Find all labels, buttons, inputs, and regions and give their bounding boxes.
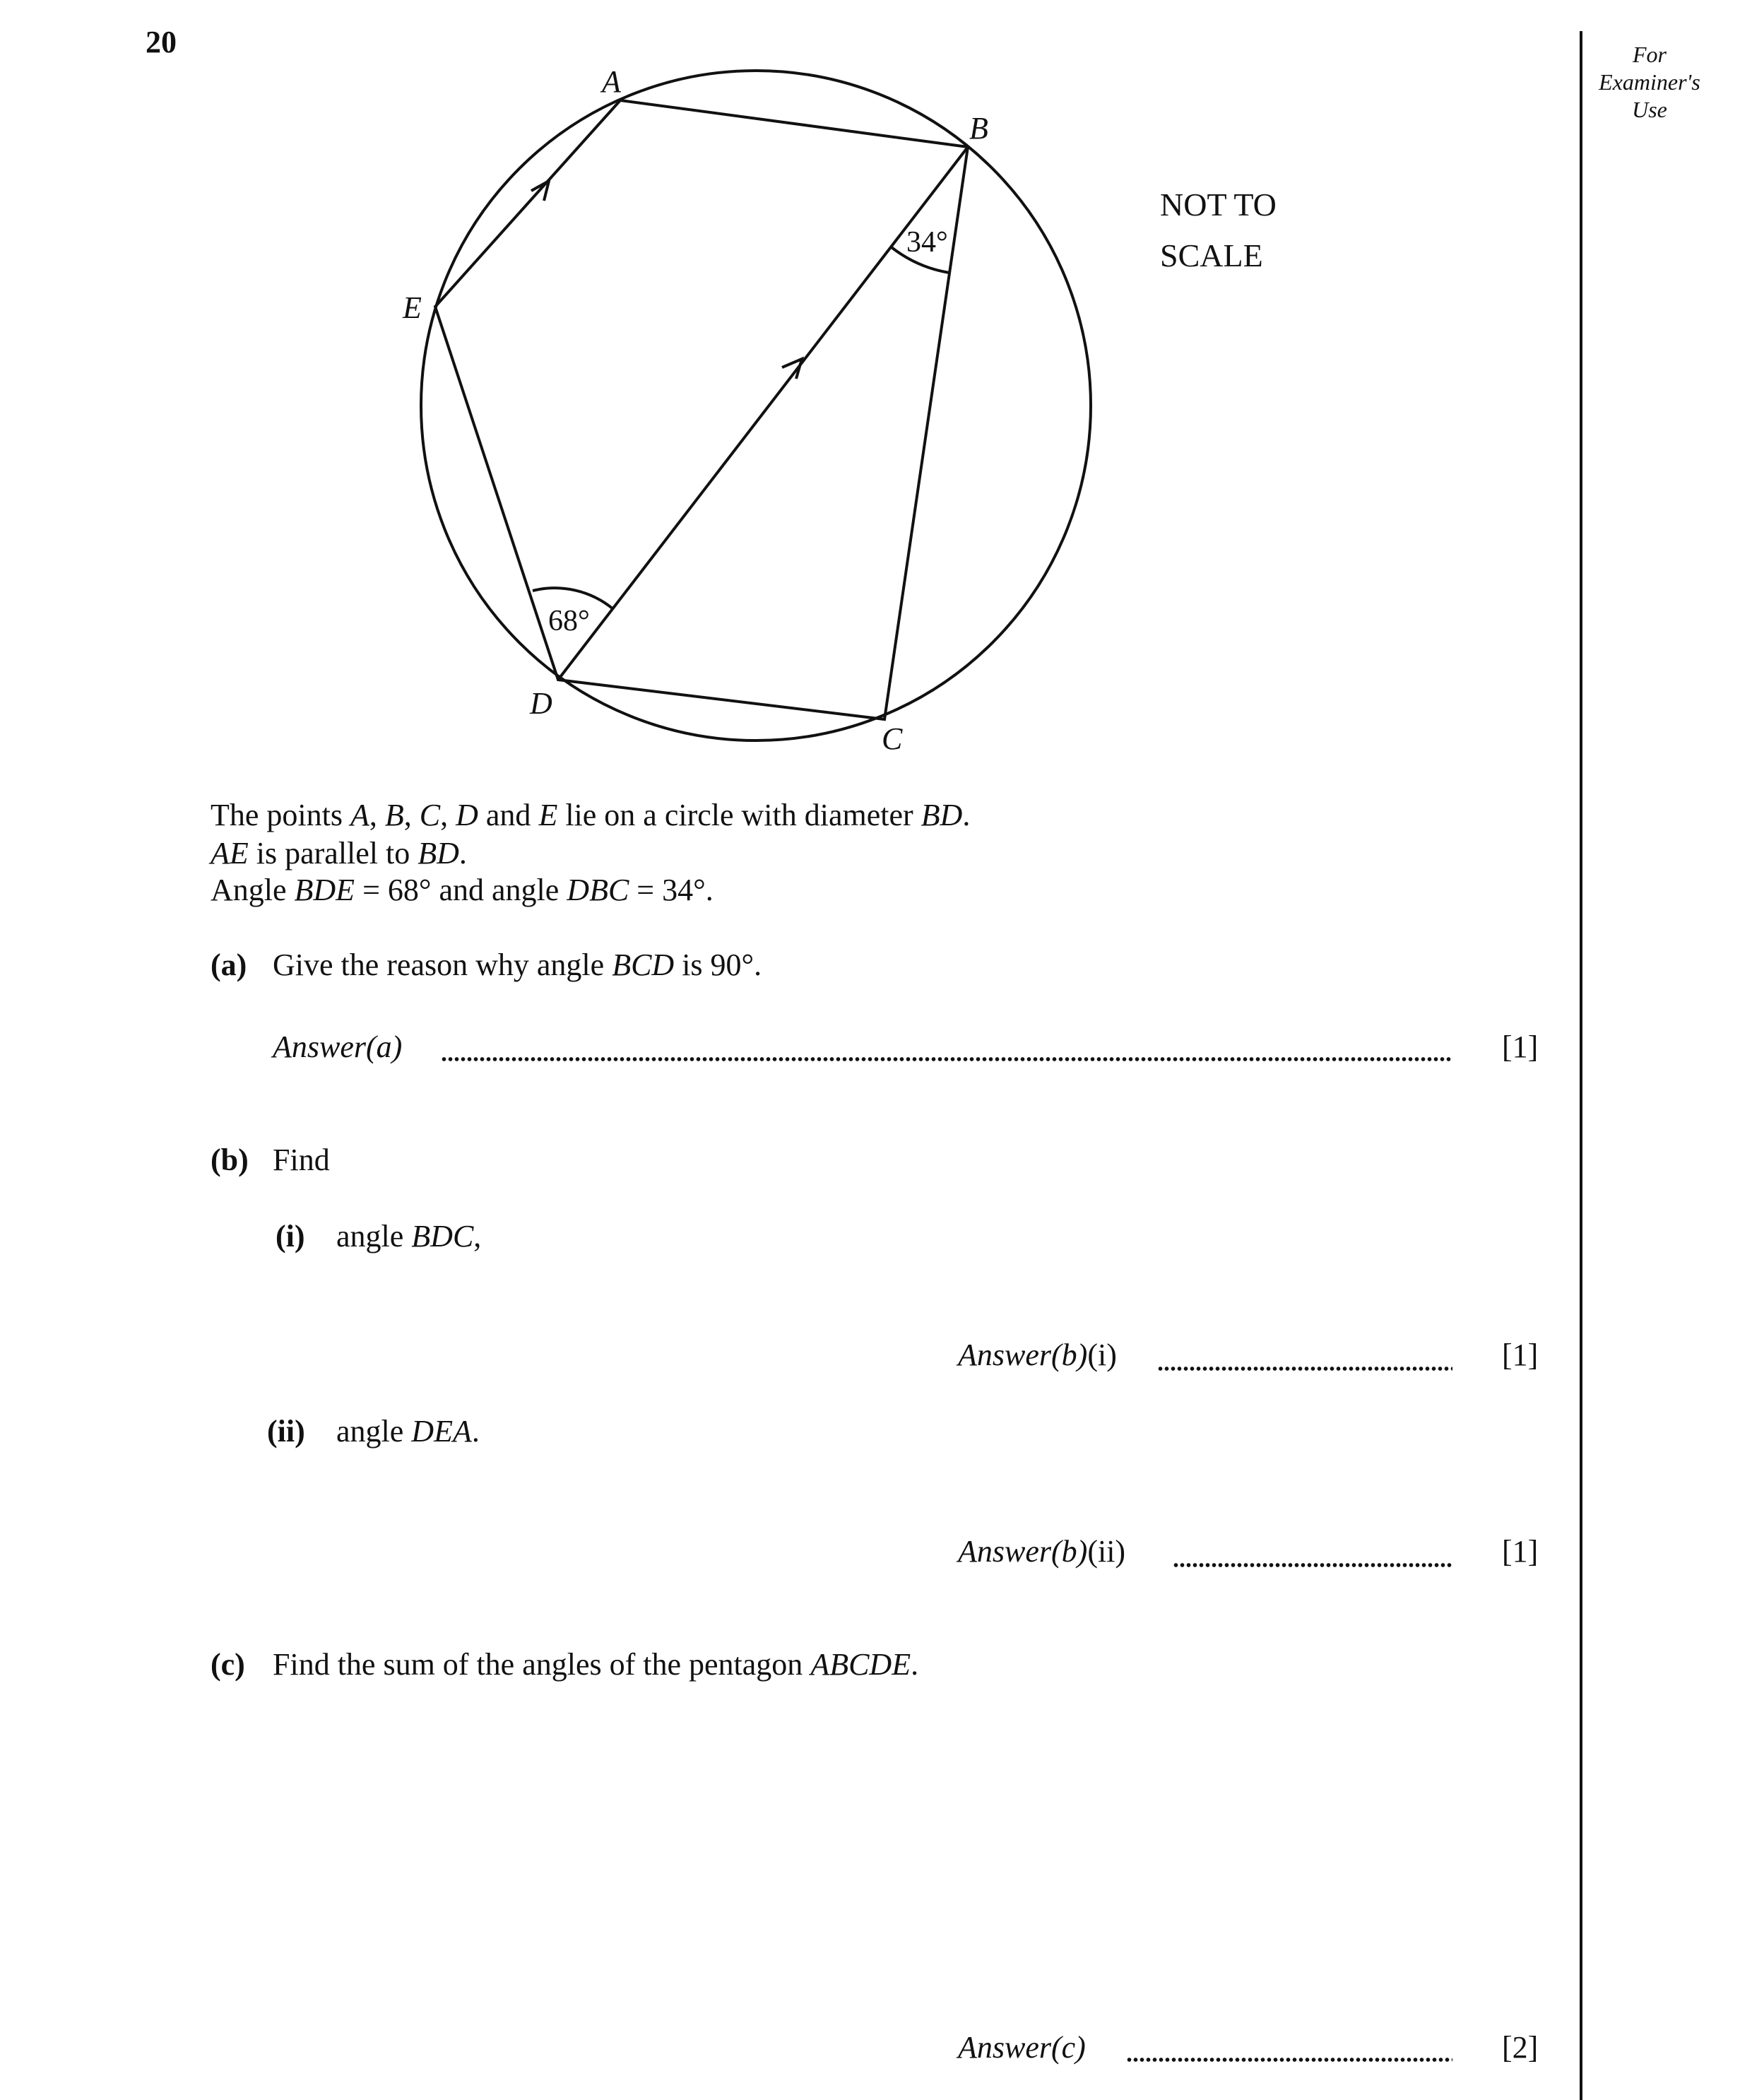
text: is parallel to — [248, 836, 418, 871]
text: lie on a circle with diameter — [557, 798, 921, 832]
part-b-i-question — [336, 1218, 481, 1254]
part-c-question — [273, 1646, 918, 1682]
page-number: 20 — [146, 25, 177, 59]
text: angle — [336, 1414, 412, 1449]
answer-c-label: Answer(c) — [958, 2030, 1086, 2065]
label-c: C — [882, 721, 903, 756]
text: and — [478, 798, 539, 832]
point-c: C — [419, 798, 441, 832]
text: = 68° and angle — [355, 873, 567, 907]
answer-b-ii-label — [958, 1533, 1125, 1569]
not-to-scale-line-1: NOT TO — [1160, 187, 1277, 223]
angle-label-d: 68° — [548, 605, 590, 637]
answer-a-label: Answer(a) — [273, 1030, 403, 1064]
text: , — [473, 1219, 482, 1253]
intro-line-3 — [211, 872, 714, 908]
circle — [421, 71, 1091, 741]
pentagon-abcde: ABCDE — [810, 1647, 911, 1682]
answer-a-line[interactable] — [441, 1057, 1452, 1061]
text: The points — [211, 798, 350, 832]
angle-dea: DEA — [411, 1414, 472, 1449]
text: Answer(b) — [958, 1338, 1088, 1372]
examiner-line-3: Use — [1632, 97, 1667, 122]
text: , — [403, 798, 420, 832]
text: . — [471, 1414, 480, 1449]
part-b-i-label: (i) — [276, 1219, 305, 1253]
point-b: B — [384, 798, 404, 832]
text: = 34°. — [629, 873, 714, 907]
answer-b-ii-line[interactable] — [1173, 1563, 1452, 1567]
marks-c: [2] — [1502, 2030, 1539, 2065]
point-e: E — [538, 798, 558, 832]
point-a: A — [350, 798, 369, 832]
angle-bcd: BCD — [612, 948, 675, 982]
part-b-ii-question — [336, 1413, 480, 1449]
text: . — [458, 836, 467, 871]
circle-diagram — [0, 0, 1752, 791]
text: . — [911, 1647, 919, 1682]
marks-b-i: [1] — [1502, 1338, 1539, 1372]
marks-b-ii: [1] — [1502, 1534, 1539, 1569]
point-d: D — [456, 798, 478, 832]
intro-line-2 — [211, 835, 467, 871]
label-e: E — [403, 290, 422, 325]
text: , — [369, 798, 385, 832]
angle-label-b: 34° — [906, 226, 948, 259]
answer-c-line[interactable] — [1126, 2058, 1452, 2062]
part-b-ii-label: (ii) — [267, 1414, 305, 1449]
text: . — [962, 798, 971, 832]
text: angle — [336, 1219, 412, 1253]
angle-dbc: DBC — [567, 873, 629, 907]
part-a-label: (a) — [211, 948, 247, 982]
label-a: A — [602, 64, 621, 99]
marks-a: [1] — [1502, 1030, 1539, 1064]
pentagon-abcde — [435, 100, 968, 719]
text: , — [440, 798, 456, 832]
text: Find the sum of the angles of the pentagon — [273, 1647, 811, 1682]
text: (i) — [1087, 1338, 1117, 1372]
label-d: D — [530, 686, 552, 721]
text: is 90°. — [674, 948, 762, 982]
segment-ae: AE — [211, 836, 249, 871]
part-c-label: (c) — [211, 1647, 245, 1682]
angle-bdc: BDC — [411, 1219, 474, 1253]
answer-b-i-label — [958, 1337, 1117, 1373]
part-b-label: (b) — [211, 1143, 249, 1177]
angle-bde: BDE — [294, 873, 355, 907]
text: Answer(b) — [958, 1534, 1088, 1569]
intro-line-1 — [211, 797, 970, 833]
not-to-scale-line-2: SCALE — [1160, 237, 1263, 273]
segment-bd: BD — [921, 798, 963, 832]
part-b-text: Find — [273, 1143, 330, 1177]
not-to-scale-note — [1160, 179, 1277, 281]
examiner-line-2: Examiner's — [1599, 69, 1700, 95]
text: Angle — [211, 873, 295, 907]
label-b: B — [969, 111, 988, 146]
answer-b-i-line[interactable] — [1157, 1367, 1452, 1371]
part-a-question — [273, 947, 762, 983]
text: Give the reason why angle — [273, 948, 612, 982]
text: (ii) — [1087, 1534, 1126, 1569]
examiner-line-1: For — [1633, 42, 1667, 67]
segment-bd: BD — [418, 836, 459, 871]
